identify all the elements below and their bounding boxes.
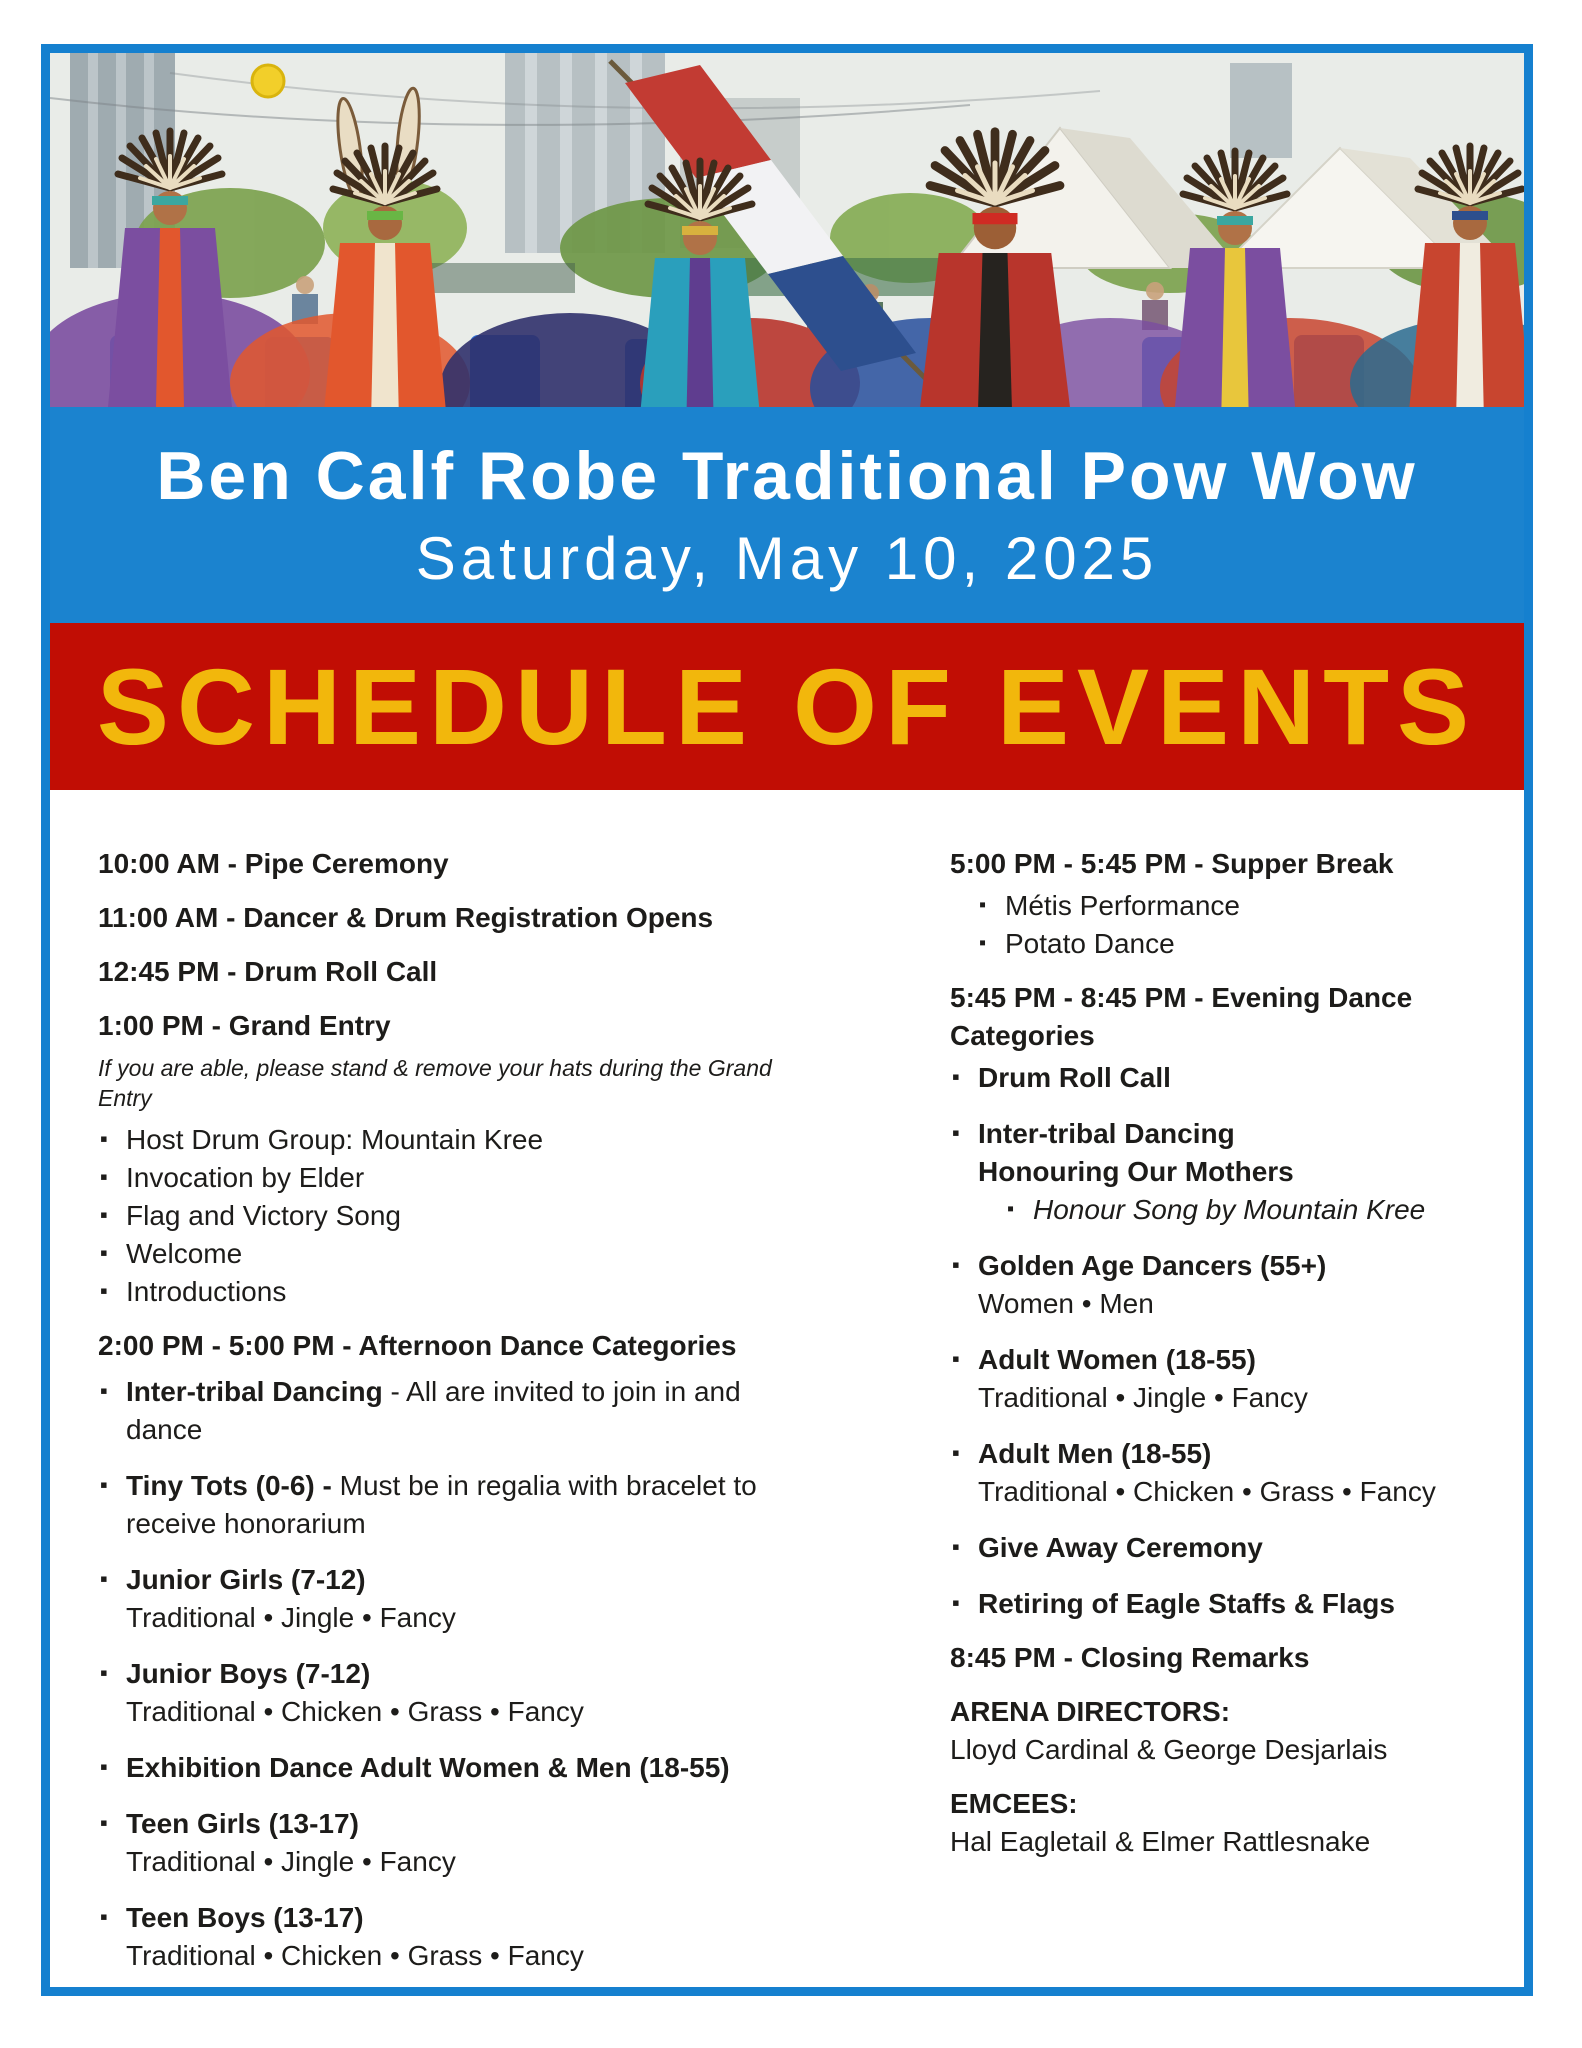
list-item: [950, 1529, 1495, 1567]
square-bullet-icon: ▪: [952, 1534, 960, 1559]
powwow-photo: [50, 53, 1524, 407]
square-bullet-icon: ▪: [100, 1754, 108, 1779]
list-item: [98, 1561, 798, 1637]
list-item-label-bold: Inter-tribal Dancing: [978, 1118, 1235, 1149]
list-item-label: Must be in regalia with bracelet to receive honorarium: [126, 1470, 757, 1539]
square-bullet-icon: ▪: [100, 1566, 108, 1591]
list-item: [950, 1435, 1495, 1511]
list-item-styles: Traditional • Jingle • Fancy: [126, 1602, 456, 1633]
square-bullet-icon: ▪: [100, 1278, 108, 1303]
list-item-label-bold: Exhibition Dance Adult Women & Men (18-55): [126, 1752, 730, 1783]
event-heading-evening: 5:45 PM - 8:45 PM - Evening Dance Categories: [950, 982, 1413, 1051]
afternoon-list: [98, 1373, 798, 1975]
square-bullet-icon: ▪: [100, 1472, 108, 1497]
list-item-label-bold: Retiring of Eagle Staffs & Flags: [978, 1588, 1395, 1619]
square-bullet-icon: ▪: [979, 932, 987, 954]
event-heading-afternoon: 2:00 PM - 5:00 PM - Afternoon Dance Categories: [98, 1330, 737, 1361]
list-item-label: Introductions: [126, 1276, 287, 1307]
powwow-photo-illustration: [50, 53, 1524, 407]
list-item: [98, 1121, 798, 1159]
square-bullet-icon: ▪: [952, 1590, 960, 1615]
square-bullet-icon: ▪: [952, 1120, 960, 1145]
event-heading-registration: 11:00 AM - Dancer & Drum Registration Opens: [98, 902, 714, 933]
list-item-label-bold: Inter-tribal Dancing: [126, 1376, 383, 1407]
list-item: [98, 1467, 798, 1543]
square-bullet-icon: ▪: [100, 1240, 108, 1265]
event-date: Saturday, May 10, 2025: [415, 524, 1159, 592]
square-bullet-icon: ▪: [952, 1252, 960, 1277]
emcees-label: EMCEES:: [950, 1788, 1078, 1819]
event-heading-grand-entry: 1:00 PM - Grand Entry: [98, 1010, 391, 1041]
schedule-right-column: [950, 845, 1495, 1861]
yellow-pom: [252, 65, 284, 97]
list-item: [98, 1373, 798, 1449]
square-bullet-icon: ▪: [1007, 1198, 1015, 1220]
event-heading-pipe-ceremony: 10:00 AM - Pipe Ceremony: [98, 848, 449, 879]
event-title: Ben Calf Robe Traditional Pow Wow: [156, 438, 1418, 515]
list-item-styles: Traditional • Jingle • Fancy: [126, 1846, 456, 1877]
evening-list: [950, 1059, 1495, 1623]
event-heading-drum-roll: 12:45 PM - Drum Roll Call: [98, 956, 438, 987]
square-bullet-icon: ▪: [100, 1660, 108, 1685]
list-item: [98, 1655, 798, 1731]
supper-list: [950, 887, 1495, 963]
list-item-label-bold: Adult Women (18-55): [978, 1344, 1256, 1375]
list-item: [950, 1115, 1495, 1229]
list-item: [98, 1749, 798, 1787]
list-item-label: Potato Dance: [1005, 928, 1175, 959]
list-item-label-bold: Teen Girls (13-17): [126, 1808, 359, 1839]
emcees-names: Hal Eagletail & Elmer Rattlesnake: [950, 1826, 1371, 1857]
list-item-label-bold: Adult Men (18-55): [978, 1438, 1212, 1469]
schedule-banner-label: SCHEDULE OF EVENTS: [96, 646, 1478, 767]
square-bullet-icon: ▪: [100, 1126, 108, 1151]
list-item-label-bold: Junior Boys (7-12): [126, 1658, 371, 1689]
list-item: [950, 1341, 1495, 1417]
title-band: [50, 407, 1524, 623]
list-item: [950, 1059, 1495, 1097]
event-heading-closing: 8:45 PM - Closing Remarks: [950, 1642, 1310, 1673]
list-item: [98, 1197, 798, 1235]
arena-directors-names: Lloyd Cardinal & George Desjarlais: [950, 1734, 1388, 1765]
list-item: [977, 887, 1495, 925]
square-bullet-icon: ▪: [952, 1064, 960, 1089]
list-item: [977, 925, 1495, 963]
list-item: [950, 1585, 1495, 1623]
event-heading-supper-break: 5:00 PM - 5:45 PM - Supper Break: [950, 848, 1394, 879]
list-item-label: - All are invited to join in and dance: [126, 1376, 741, 1445]
list-item-label-bold: Junior Girls (7-12): [126, 1564, 366, 1595]
square-bullet-icon: ▪: [100, 1378, 108, 1403]
list-item-label-bold: Golden Age Dancers (55+): [978, 1250, 1327, 1281]
list-item: [98, 1235, 798, 1273]
schedule-left-column: [98, 845, 798, 1975]
square-bullet-icon: ▪: [952, 1440, 960, 1465]
list-item-label: Welcome: [126, 1238, 243, 1269]
schedule-banner: [50, 623, 1524, 790]
square-bullet-icon: ▪: [100, 1164, 108, 1189]
list-item-label: Host Drum Group: Mountain Kree: [126, 1124, 544, 1155]
list-item: [98, 1159, 798, 1197]
list-item-styles: Traditional • Jingle • Fancy: [978, 1382, 1308, 1413]
list-item-styles: Women • Men: [978, 1288, 1154, 1319]
square-bullet-icon: ▪: [100, 1202, 108, 1227]
arena-directors-label: ARENA DIRECTORS:: [950, 1696, 1231, 1727]
square-bullet-icon: ▪: [979, 894, 987, 916]
list-item-label-bold: Tiny Tots (0-6) -: [126, 1470, 332, 1501]
square-bullet-icon: ▪: [100, 1810, 108, 1835]
list-item-styles: Traditional • Chicken • Grass • Fancy: [978, 1476, 1436, 1507]
list-item: [950, 1247, 1495, 1323]
list-item-styles: Traditional • Chicken • Grass • Fancy: [126, 1940, 584, 1971]
list-item-styles: Traditional • Chicken • Grass • Fancy: [126, 1696, 584, 1727]
grand-entry-list: [98, 1121, 798, 1311]
list-item-label: Invocation by Elder: [126, 1162, 365, 1193]
list-item: [1005, 1191, 1495, 1229]
list-item: [98, 1273, 798, 1311]
list-item-label: Métis Performance: [1005, 890, 1240, 921]
list-item-label-italic: Honour Song by Mountain Kree: [1033, 1194, 1426, 1225]
list-item-label-bold: Drum Roll Call: [978, 1062, 1171, 1093]
list-item: [98, 1805, 798, 1881]
square-bullet-icon: ▪: [952, 1346, 960, 1371]
square-bullet-icon: ▪: [100, 1904, 108, 1929]
list-item-label-bold: Honouring Our Mothers: [978, 1156, 1294, 1187]
list-item-label: Flag and Victory Song: [126, 1200, 401, 1231]
list-item-label-bold: Give Away Ceremony: [978, 1532, 1263, 1563]
grand-entry-note: If you are able, please stand & remove your hats during the Grand Entry: [98, 1055, 772, 1111]
list-item: [98, 1899, 798, 1975]
list-item-label-bold: Teen Boys (13-17): [126, 1902, 364, 1933]
